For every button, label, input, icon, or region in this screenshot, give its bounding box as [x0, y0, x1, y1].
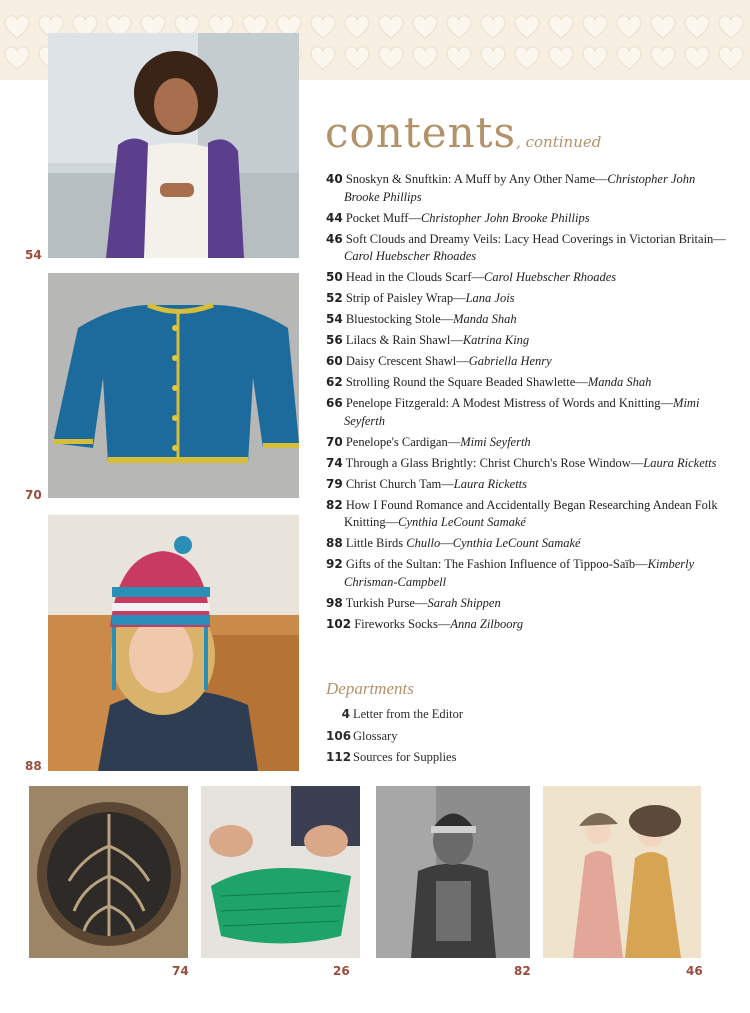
toc-page: 60 [326, 354, 343, 368]
toc-title: Head in the Clouds Scarf— [345, 270, 484, 284]
toc-entry[interactable] [326, 231, 726, 266]
photo-page-number: 74 [172, 964, 189, 978]
toc-entry[interactable] [326, 497, 726, 532]
toc-author: Carol Huebscher Rhoades [484, 270, 617, 284]
toc-page: 98 [326, 595, 343, 610]
toc-entry[interactable] [326, 616, 726, 634]
toc-author: Cynthia LeCount Samaké [452, 536, 581, 550]
departments-heading: Departments [326, 679, 414, 698]
toc-author: Manda Shah [453, 312, 517, 326]
toc-page: 70 [326, 434, 343, 449]
toc-page: 52 [326, 291, 343, 305]
toc-entry[interactable] [326, 395, 726, 430]
photo-page-number: 82 [514, 964, 531, 978]
toc-entry[interactable] [326, 311, 726, 329]
toc-author: Laura Ricketts [643, 455, 717, 470]
toc-page: 54 [326, 312, 343, 326]
toc-entry[interactable] [326, 455, 726, 473]
departments-list [326, 706, 463, 771]
photo-chullo-hat [48, 515, 299, 771]
photo-rose-window [29, 786, 188, 958]
toc-page: 102 [326, 616, 352, 631]
toc-page: 79 [326, 476, 343, 491]
photo-blue-cardigan [48, 273, 299, 498]
toc-entry[interactable] [326, 374, 726, 392]
toc-author: Katrina King [462, 333, 530, 347]
dept-page: 106 [326, 728, 352, 743]
dept-title: Glossary [353, 728, 398, 743]
toc-author: Carol Huebscher Rhoades [344, 249, 477, 263]
toc-entry[interactable] [326, 290, 726, 308]
department-item[interactable] [326, 706, 463, 724]
toc-title: How I Found Romance and Accidentally Began Researching Andean Folk Knitting— [344, 497, 718, 529]
photo-page-number: 70 [25, 488, 42, 502]
photo-page-number: 88 [25, 759, 42, 773]
toc-page: 92 [326, 557, 343, 571]
toc-entry[interactable] [326, 535, 726, 553]
toc-author: Christopher John Brooke Phillips [344, 172, 696, 204]
toc-page: 82 [326, 497, 343, 512]
department-item[interactable] [326, 749, 463, 767]
toc-author: Mimi Seyferth [344, 396, 700, 428]
toc-title: Strolling Round the Square Beaded Shawlette— [345, 375, 588, 389]
toc-title-italic: Chullo [406, 536, 441, 550]
toc-title: Snoskyn & Snuftkin: A Muff by Any Other Name— [345, 172, 608, 186]
toc-page: 66 [326, 396, 343, 410]
dept-page: 112 [326, 750, 352, 764]
toc-title: Strip of Paisley Wrap— [345, 291, 466, 305]
toc-author: Christopher John Brooke Phillips [420, 210, 590, 225]
toc-title: Lilacs & Rain Shawl— [345, 333, 463, 347]
toc-author: Gabriella Henry [468, 354, 552, 368]
photo-page-number: 46 [686, 964, 703, 978]
toc-title: Fireworks Socks— [354, 616, 451, 631]
toc-entry[interactable] [326, 434, 726, 452]
toc-page: 88 [326, 536, 343, 550]
toc-entry[interactable] [326, 595, 726, 613]
toc-author: Cynthia LeCount Samaké [398, 515, 526, 529]
photo-andean-man [376, 786, 530, 958]
toc-title: Turkish Purse— [345, 595, 428, 610]
toc-page: 62 [326, 375, 343, 389]
toc-title: Little Birds [345, 536, 407, 550]
toc-author: Sarah Shippen [427, 595, 501, 610]
photo-green-lace [201, 786, 360, 958]
toc-title: Penelope Fitzgerald: A Modest Mistress of Words and Knitting— [345, 396, 674, 410]
department-item[interactable] [326, 728, 463, 746]
photo-fashion-plate [543, 786, 701, 958]
dept-page: 4 [341, 707, 350, 721]
toc-page: 74 [326, 455, 343, 470]
toc-title: Christ Church Tam— [345, 476, 454, 491]
dept-title: Letter from the Editor [353, 707, 464, 721]
toc-page: 46 [326, 231, 343, 246]
toc-title: Through a Glass Brightly: Christ Church's Rose Window— [345, 455, 644, 470]
toc-author: Manda Shah [587, 375, 652, 389]
dept-title: Sources for Supplies [353, 750, 457, 764]
toc-page: 56 [326, 333, 343, 347]
toc-entry[interactable] [326, 210, 726, 228]
toc-entry[interactable] [326, 556, 726, 591]
toc-title-dash: — [440, 536, 453, 550]
toc-page: 40 [326, 172, 343, 186]
toc-title: Soft Clouds and Dreamy Veils: Lacy Head Coverings in Victorian Britain— [345, 231, 726, 246]
photo-lace-shawl [48, 33, 299, 258]
title-continued: , continued [516, 133, 602, 151]
photo-page-number: 54 [25, 248, 42, 262]
page-title [325, 108, 601, 157]
toc-list [326, 171, 726, 637]
toc-author: Kimberly Chrisman-Campbell [344, 557, 695, 589]
toc-entry[interactable] [326, 332, 726, 350]
toc-entry[interactable] [326, 353, 726, 371]
toc-title: Gifts of the Sultan: The Fashion Influence of Tippoo-Saïb— [345, 557, 648, 571]
toc-author: Anna Zilboorg [450, 616, 524, 631]
toc-title: Bluestocking Stole— [345, 312, 454, 326]
toc-entry[interactable] [326, 476, 726, 494]
toc-entry[interactable] [326, 269, 726, 287]
toc-page: 50 [326, 270, 343, 284]
toc-entry[interactable] [326, 171, 726, 206]
toc-author: Lana Jois [465, 291, 515, 305]
toc-title: Pocket Muff— [345, 210, 421, 225]
title-main: contents [325, 108, 517, 157]
photo-page-number: 26 [333, 964, 350, 978]
toc-title: Daisy Crescent Shawl— [345, 354, 469, 368]
toc-author: Laura Ricketts [453, 476, 528, 491]
toc-author: Mimi Seyferth [460, 434, 531, 449]
toc-title: Penelope's Cardigan— [345, 434, 461, 449]
toc-page: 44 [326, 210, 343, 225]
